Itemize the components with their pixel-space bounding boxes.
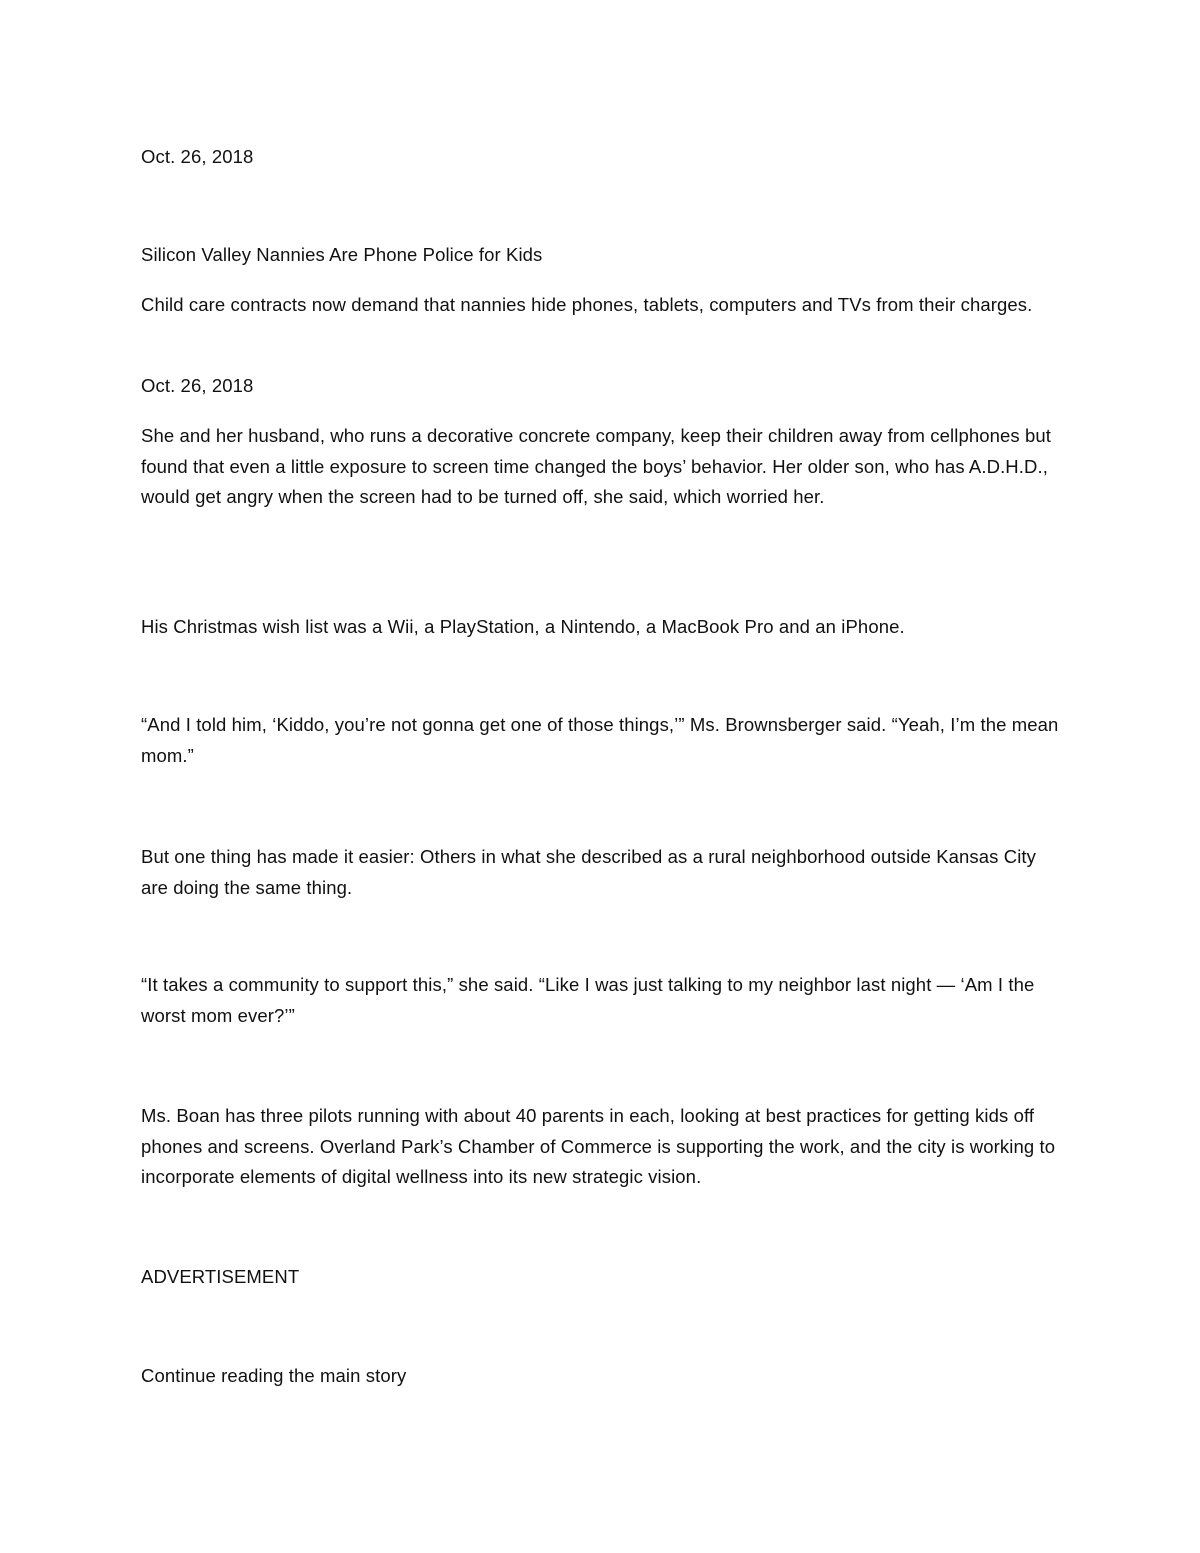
advertisement-label: ADVERTISEMENT (141, 1266, 300, 1287)
date-line: Oct. 26, 2018 (141, 146, 254, 167)
headline: Silicon Valley Nannies Are Phone Police for Kids (141, 244, 543, 265)
continue-reading-link[interactable]: Continue reading the main story (141, 1365, 407, 1386)
subheadline: Child care contracts now demand that nannies hide phones, tablets, computers and TVs from their charges. (141, 294, 1033, 315)
paragraph: “And I told him, ‘Kiddo, you’re not gonna get one of those things,’” Ms. Brownsberger said. “Yeah, I’m the mean mom.” (141, 714, 1059, 766)
paragraph: But one thing has made it easier: Others in what she described as a rural neighborhood outside Kansas City are doing the same thing. (141, 846, 1037, 898)
date-line-secondary: Oct. 26, 2018 (141, 375, 254, 396)
paragraph: “It takes a community to support this,” she said. “Like I was just talking to my neighbor last night — ‘Am I the worst mom ever?’” (141, 974, 1035, 1026)
paragraph: She and her husband, who runs a decorative concrete company, keep their children away from cellphones but found that even a little exposure to screen time changed the boys’ behavior. Her older son, who has A.D.H.D., would get angry when the screen had to be turned off, she said, which worried her. (141, 425, 1051, 507)
paragraph: Ms. Boan has three pilots running with about 40 parents in each, looking at best practices for getting kids off phones and screens. Overland Park’s Chamber of Commerce is supporting the work, and the city is working to incorporate elements of digital wellness into its new strategic vision. (141, 1105, 1056, 1187)
paragraph: His Christmas wish list was a Wii, a PlayStation, a Nintendo, a MacBook Pro and an iPhone. (141, 616, 905, 637)
